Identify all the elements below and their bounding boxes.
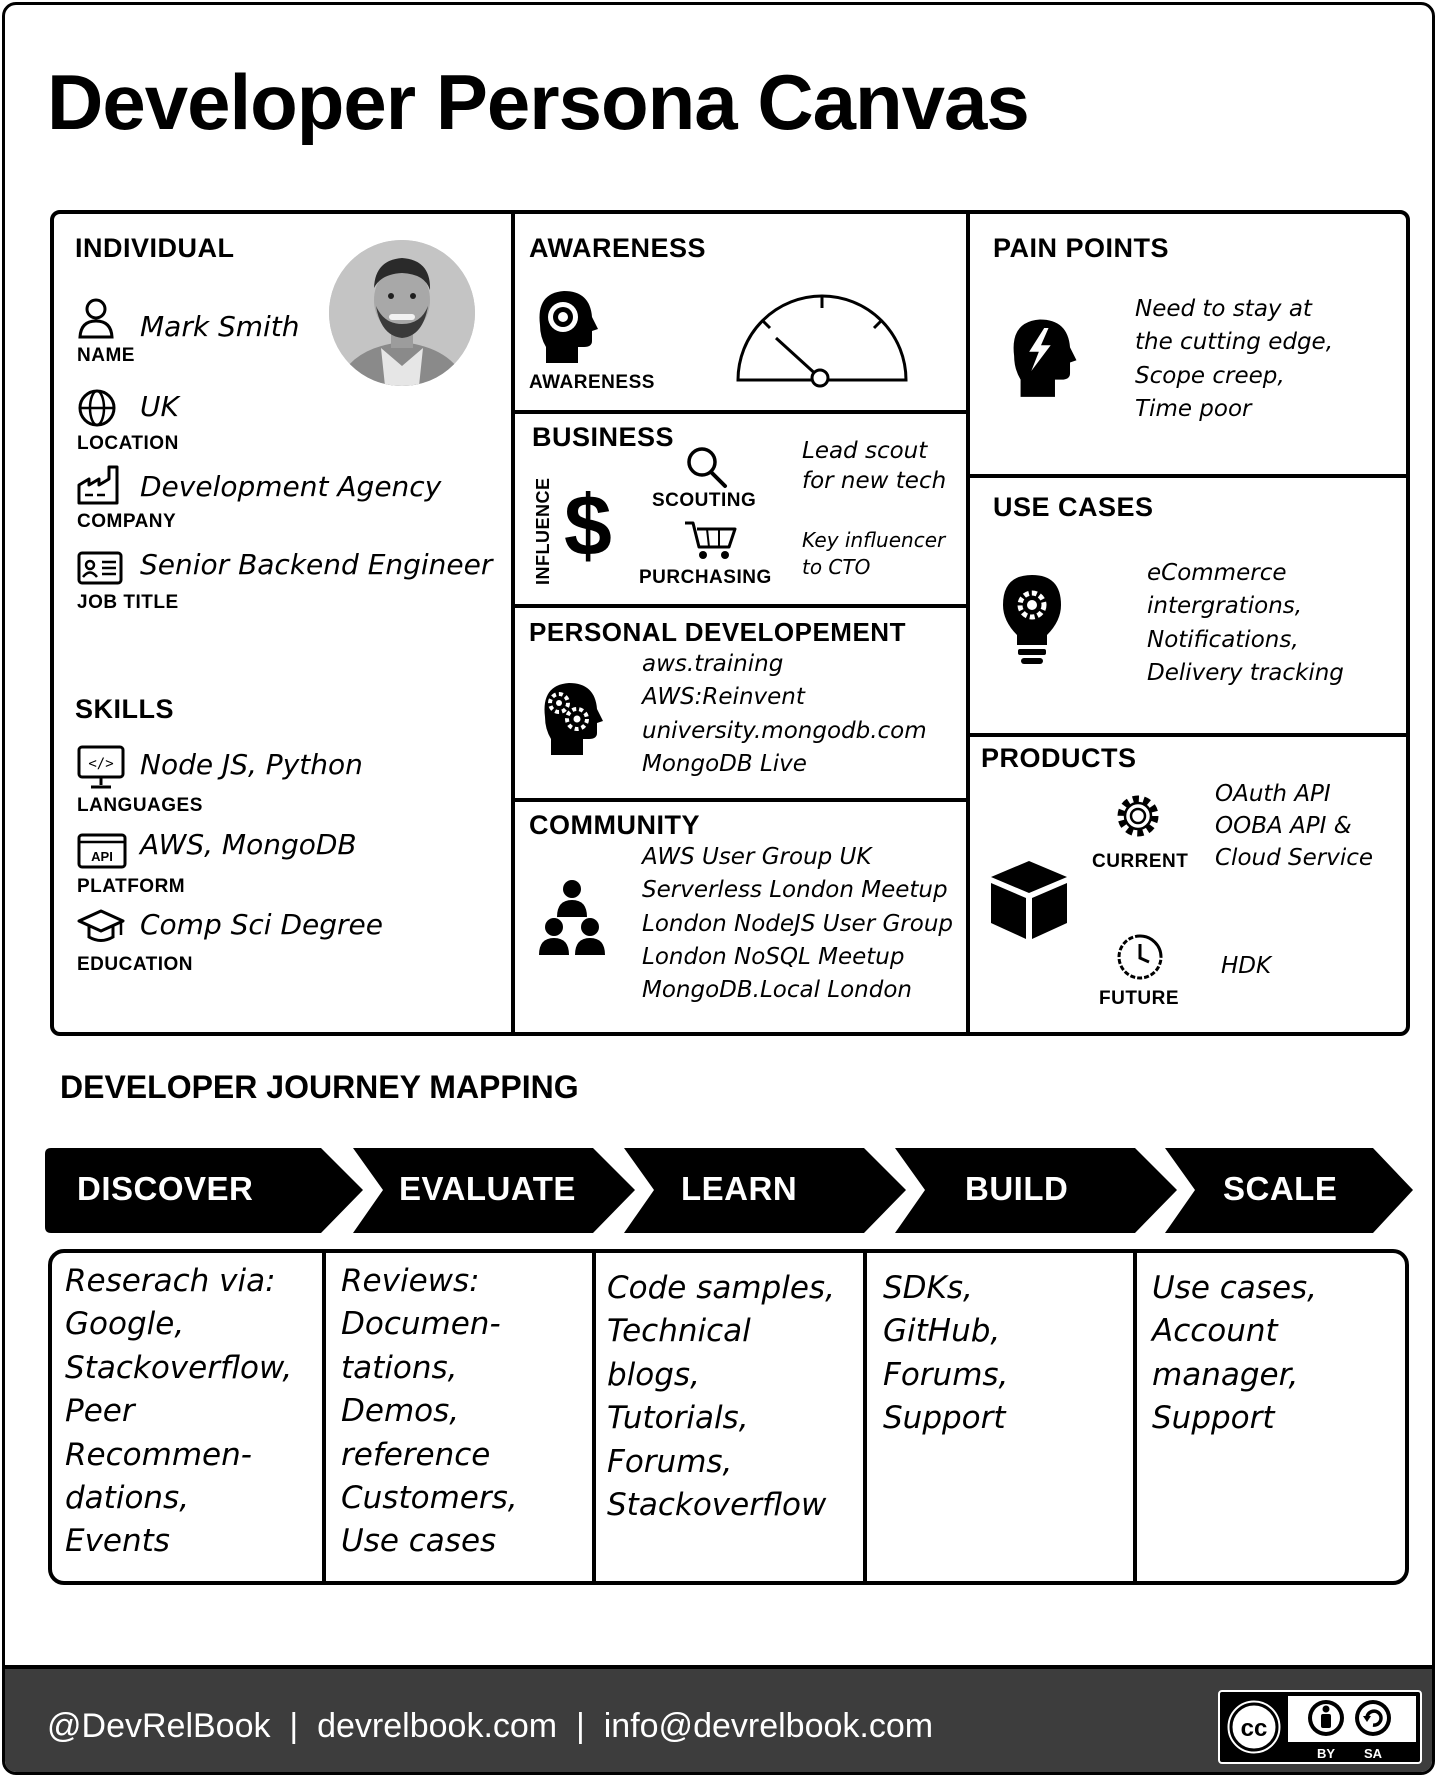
stage-discover xyxy=(45,1148,365,1233)
current-products-list: OAuth API OOBA API & Cloud Service xyxy=(1215,781,1374,872)
scouting-label: SCOUTING xyxy=(652,490,757,511)
divider xyxy=(511,214,515,1032)
stage-label: LEARN xyxy=(681,1170,798,1207)
company-value: Development Agency xyxy=(140,470,442,503)
api-window-icon xyxy=(77,833,127,874)
box-icon xyxy=(987,857,1071,946)
person-icon xyxy=(77,297,115,344)
dollar-icon: $ xyxy=(564,478,612,574)
svg-text:BY: BY xyxy=(1316,1746,1336,1761)
personal-development-heading: PERSONAL DEVELOPEMENT xyxy=(529,617,906,647)
svg-text:API: API xyxy=(91,849,113,864)
platform-label: PLATFORM xyxy=(77,876,186,897)
use-cases-heading: USE CASES xyxy=(993,492,1154,522)
pain-points-list: Need to stay at the cutting edge, Scope creep, Time poor xyxy=(1135,296,1334,423)
divider xyxy=(322,1253,326,1581)
business-heading: BUSINESS xyxy=(532,422,675,452)
divider xyxy=(511,798,970,802)
divider xyxy=(966,733,1406,737)
name-label: NAME xyxy=(77,345,135,366)
use-cases-list: eCommerce intergrations, Notifications, Delivery tracking xyxy=(1147,560,1344,687)
page-frame xyxy=(2,2,1435,1775)
gauge-icon xyxy=(734,290,910,395)
cc-by-sa-license-badge xyxy=(1218,1690,1422,1769)
education-value: Comp Sci Degree xyxy=(140,908,384,941)
languages-value: Node JS, Python xyxy=(140,748,363,781)
learn-notes: Code samples, Technical blogs, Tutorials, Forums, Stackoverflow xyxy=(607,1270,835,1523)
awareness-heading: AWARENESS xyxy=(529,233,707,263)
influence-label: INFLUENCE xyxy=(533,477,553,585)
education-label: EDUCATION xyxy=(77,954,194,975)
divider xyxy=(1133,1253,1137,1581)
divider xyxy=(966,474,1406,478)
community-heading: COMMUNITY xyxy=(529,810,700,840)
stage-learn xyxy=(624,1148,907,1233)
company-label: COMPANY xyxy=(77,511,177,532)
future-label: FUTURE xyxy=(1099,988,1180,1009)
divider xyxy=(863,1253,867,1581)
factory-icon xyxy=(77,463,123,510)
footer xyxy=(5,1665,1435,1775)
skills-heading: SKILLS xyxy=(75,694,175,724)
stage-label: EVALUATE xyxy=(399,1170,576,1207)
evaluate-notes: Reviews: Documen- tations, Demos, reference Customers, Use cases xyxy=(341,1263,518,1560)
head-gears-icon xyxy=(535,677,605,762)
job-title-label: JOB TITLE xyxy=(77,592,179,613)
stage-label: BUILD xyxy=(965,1170,1069,1207)
languages-label: LANGUAGES xyxy=(77,795,203,816)
pain-points-heading: PAIN POINTS xyxy=(993,233,1170,263)
job-title-value: Senior Backend Engineer xyxy=(140,548,493,581)
stage-scale xyxy=(1165,1148,1415,1233)
head-lightning-icon xyxy=(1003,313,1079,404)
personal-development-list: aws.training AWS:Reinvent university.mongodb.com MongoDB Live xyxy=(642,651,927,778)
discover-notes: Reserach via: Google, Stackoverflow, Peer Recommen- dations, Events xyxy=(65,1263,293,1560)
divider xyxy=(592,1253,596,1581)
gear-icon xyxy=(1112,790,1164,847)
code-monitor-icon xyxy=(77,745,125,794)
shopping-cart-icon xyxy=(683,519,737,566)
stage-label: SCALE xyxy=(1223,1170,1338,1207)
individual-heading: INDIVIDUAL xyxy=(75,233,235,263)
build-notes: SDKs, GitHub, Forums, Support xyxy=(883,1270,1009,1437)
location-label: LOCATION xyxy=(77,433,179,454)
community-list: AWS User Group UK Serverless London Meetup London NodeJS User Group London NoSQL Meetup MongoDB.Local London xyxy=(642,844,954,1004)
scale-notes: Use cases, Account manager, Support xyxy=(1152,1270,1318,1437)
head-target-icon xyxy=(530,285,600,370)
footer-links: @DevRelBook | devrelbook.com | info@devrelbook.com xyxy=(47,1707,934,1745)
id-card-icon xyxy=(77,551,123,590)
avatar xyxy=(329,240,475,386)
name-value: Mark Smith xyxy=(140,310,300,343)
graduation-cap-icon xyxy=(77,909,125,950)
people-group-icon xyxy=(537,877,607,962)
page-title: Developer Persona Canvas xyxy=(47,58,1029,146)
magnifier-icon xyxy=(685,445,729,494)
business-note-scout: Lead scout for new tech xyxy=(802,438,947,494)
future-products-list: HDK xyxy=(1221,953,1272,979)
awareness-caption: AWARENESS xyxy=(529,372,655,393)
platform-value: AWS, MongoDB xyxy=(140,828,357,861)
stage-evaluate xyxy=(353,1148,636,1233)
lightbulb-gear-icon xyxy=(1001,573,1063,674)
stage-label: DISCOVER xyxy=(77,1170,254,1207)
timer-icon xyxy=(1115,932,1165,987)
business-note-influencer: Key influencer to CTO xyxy=(802,528,946,579)
current-label: CURRENT xyxy=(1092,851,1189,872)
products-heading: PRODUCTS xyxy=(981,743,1137,773)
svg-text:</>: </> xyxy=(88,756,114,772)
purchasing-label: PURCHASING xyxy=(639,567,772,588)
divider xyxy=(511,604,970,608)
divider xyxy=(966,214,970,1032)
journey-heading: DEVELOPER JOURNEY MAPPING xyxy=(60,1069,579,1105)
stage-build xyxy=(895,1148,1178,1233)
divider xyxy=(511,410,970,414)
svg-text:SA: SA xyxy=(1363,1746,1383,1761)
location-value: UK xyxy=(140,390,179,423)
svg-text:cc: cc xyxy=(1240,1715,1268,1742)
globe-icon xyxy=(77,388,117,433)
